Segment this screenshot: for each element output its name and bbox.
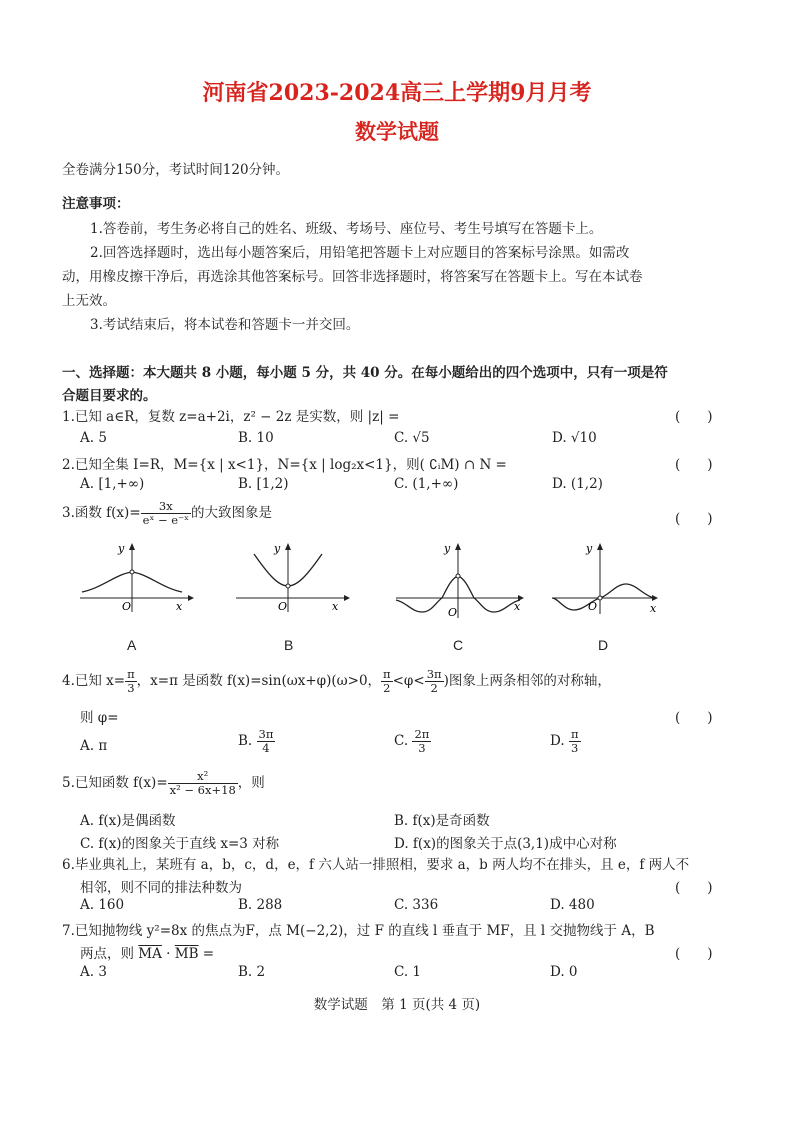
- answer-paren: ( ): [675, 511, 713, 527]
- question-stem: 7.已知抛物线 y²=8x 的焦点为F，点 M(−2,2)，过 F 的直线 l 垂直于 MF，且 l 交抛物线于 A，B: [62, 923, 655, 939]
- question-stem-cont: 相邻，则不同的排法种数为: [80, 880, 242, 896]
- stem-post: =: [198, 946, 215, 962]
- origin-label: O: [448, 606, 458, 619]
- numerator: x²: [168, 770, 238, 784]
- vector-mb: $\overline{MB}$: [174, 946, 199, 962]
- fraction: [569, 728, 581, 755]
- section-heading: 一、选择题：本大题共 8 小题，每小题 5 分，共 40 分。在每小题给出的四个选项中，只有一项是符: [62, 365, 668, 381]
- graph-a-label: A: [127, 637, 137, 653]
- numerator: 3π: [426, 667, 442, 681]
- axis-y-label: y: [118, 542, 125, 555]
- graph-b: [232, 540, 352, 615]
- graph-d-label: D: [598, 637, 609, 653]
- option-b: B. [1,2): [238, 476, 289, 492]
- denominator: 2: [430, 681, 438, 695]
- option-c: [394, 728, 431, 755]
- notice-item-2-cont: 动，用橡皮擦干净后，再选涂其他答案标号。回答非选择题时，将答案写在答题卡上。写在本试卷: [62, 269, 643, 285]
- denominator: 2: [383, 681, 391, 695]
- option-d: D. (1,2): [552, 476, 603, 492]
- option-b: B. 10: [238, 430, 274, 446]
- page-footer: 数学试题 第 1 页(共 4 页): [313, 997, 481, 1013]
- fraction: [125, 668, 137, 695]
- exam-title: 河南省2023-2024高三上学期9月月考: [202, 80, 592, 106]
- fraction: [168, 770, 238, 797]
- section-heading-cont: 合题目要求的。: [62, 388, 157, 404]
- question-stem: [62, 500, 272, 527]
- stem-pre: 3.函数 f(x)=: [62, 505, 141, 521]
- option-d: D. f(x)的图象关于点(3,1)成中心对称: [394, 836, 617, 852]
- denominator: eˣ − e⁻ˣ: [142, 513, 190, 527]
- notice-item-2-end: 上无效。: [62, 293, 116, 309]
- axis-x-label: x: [332, 600, 339, 613]
- denominator: 4: [262, 741, 270, 755]
- question-stem-cont: 则 φ=: [80, 710, 119, 726]
- axis-y-label: y: [444, 542, 451, 555]
- axis-x-label: x: [176, 600, 183, 613]
- question-stem: 1.已知 a∈R，复数 z=a+2i，z² − 2z 是实数，则 |z| =: [62, 409, 400, 425]
- option-a: A. 5: [80, 430, 107, 446]
- numerator: 2π: [414, 727, 430, 741]
- option-a: A. 160: [80, 897, 125, 913]
- stem-pre: 两点，则: [80, 946, 139, 962]
- option-d: D. 480: [550, 897, 595, 913]
- option-a: A. [1,+∞): [80, 476, 145, 492]
- answer-paren: ( ): [675, 710, 713, 726]
- option-c: C. 1: [394, 964, 422, 980]
- denominator: x² − 6x+18: [169, 783, 236, 797]
- option-b: [238, 728, 275, 755]
- fraction: [412, 728, 431, 755]
- notice-heading: 注意事项：: [62, 196, 130, 212]
- option-c: C. √5: [394, 430, 430, 446]
- notice-item-2: 2.回答选择题时，选出每小题答案后，用铅笔把答题卡上对应题目的答案标号涂黑。如需改: [90, 245, 630, 261]
- origin-label: O: [278, 600, 288, 613]
- answer-paren: ( ): [675, 457, 713, 473]
- fraction: [141, 500, 191, 527]
- graph-d: [548, 540, 668, 615]
- option-a: A. f(x)是偶函数: [80, 813, 176, 829]
- option-a: A. π: [80, 738, 108, 754]
- question-stem: 2.已知全集 I=R，M={x | x<1}，N={x | log₂x<1}，则( ∁ᵢM) ∩ N =: [62, 457, 507, 473]
- stem-pre: 5.已知函数 f(x)=: [62, 775, 168, 791]
- notice-item-3: 3.考试结束后，将本试卷和答题卡一并交回。: [90, 317, 360, 333]
- option-d: D. √10: [552, 430, 597, 446]
- option-d: D. 0: [550, 964, 578, 980]
- option-letter: B.: [238, 733, 253, 749]
- option-c: C. (1,+∞): [394, 476, 459, 492]
- fraction: [425, 668, 444, 695]
- option-b: B. f(x)是奇函数: [394, 813, 490, 829]
- option-b: B. 288: [238, 897, 283, 913]
- vector-ma: $\overline{MA}$: [138, 946, 162, 962]
- answer-paren: ( ): [675, 946, 713, 962]
- option-a: A. 3: [80, 964, 107, 980]
- option-letter: D.: [550, 733, 565, 749]
- option-d: [550, 728, 581, 755]
- stem-post: ，则: [237, 775, 265, 791]
- numerator: π: [127, 667, 135, 681]
- axis-y-label: y: [586, 542, 593, 555]
- exam-info: 全卷满分150分，考试时间120分钟。: [62, 162, 290, 178]
- graph-c: [392, 540, 532, 620]
- option-letter: C.: [394, 733, 409, 749]
- stem-post: )图象上两条相邻的对称轴，: [443, 673, 611, 689]
- stem-post: 的大致图象是: [191, 505, 273, 521]
- question-stem: 6.毕业典礼上，某班有 a，b，c，d，e，f 六人站一排照相，要求 a，b 两人均不在排头，且 e，f 两人不: [62, 857, 690, 873]
- graph-c-label: C: [453, 637, 464, 653]
- answer-paren: ( ): [675, 409, 713, 425]
- subject-title: 数学试题: [355, 119, 439, 144]
- origin-label: O: [122, 600, 132, 613]
- axis-x-label: x: [650, 602, 657, 615]
- answer-paren: ( ): [675, 880, 713, 896]
- graph-b-label: B: [284, 637, 294, 653]
- option-b: B. 2: [238, 964, 266, 980]
- denominator: 3: [127, 681, 135, 695]
- question-stem: [62, 770, 265, 797]
- stem-mid: ，x=π 是函数 f(x)=sin(ωx+φ)(ω>0，: [136, 673, 382, 689]
- axis-x-label: x: [514, 600, 521, 613]
- axis-y-label: y: [274, 542, 281, 555]
- notice-item-1: 1.答卷前，考生务必将自己的姓名、班级、考场号、座位号、考生号填写在答题卡上。: [90, 221, 603, 237]
- option-c: C. f(x)的图象关于直线 x=3 对称: [80, 836, 280, 852]
- numerator: π: [570, 727, 579, 741]
- denominator: 3: [571, 741, 579, 755]
- fraction: [257, 728, 276, 755]
- question-stem: [62, 668, 611, 695]
- denominator: 3: [418, 741, 426, 755]
- numerator: 3π: [258, 727, 274, 741]
- graph-a: [76, 540, 196, 615]
- question-stem-cont: [80, 942, 214, 962]
- numerator: π: [383, 667, 391, 681]
- inequality: <φ<: [392, 673, 425, 689]
- stem-pre: 4.已知 x=: [62, 673, 126, 689]
- fraction: [381, 668, 393, 695]
- numerator: 3x: [141, 500, 191, 514]
- option-c: C. 336: [394, 897, 439, 913]
- origin-label: O: [588, 600, 598, 613]
- dot-operator: ·: [161, 946, 175, 962]
